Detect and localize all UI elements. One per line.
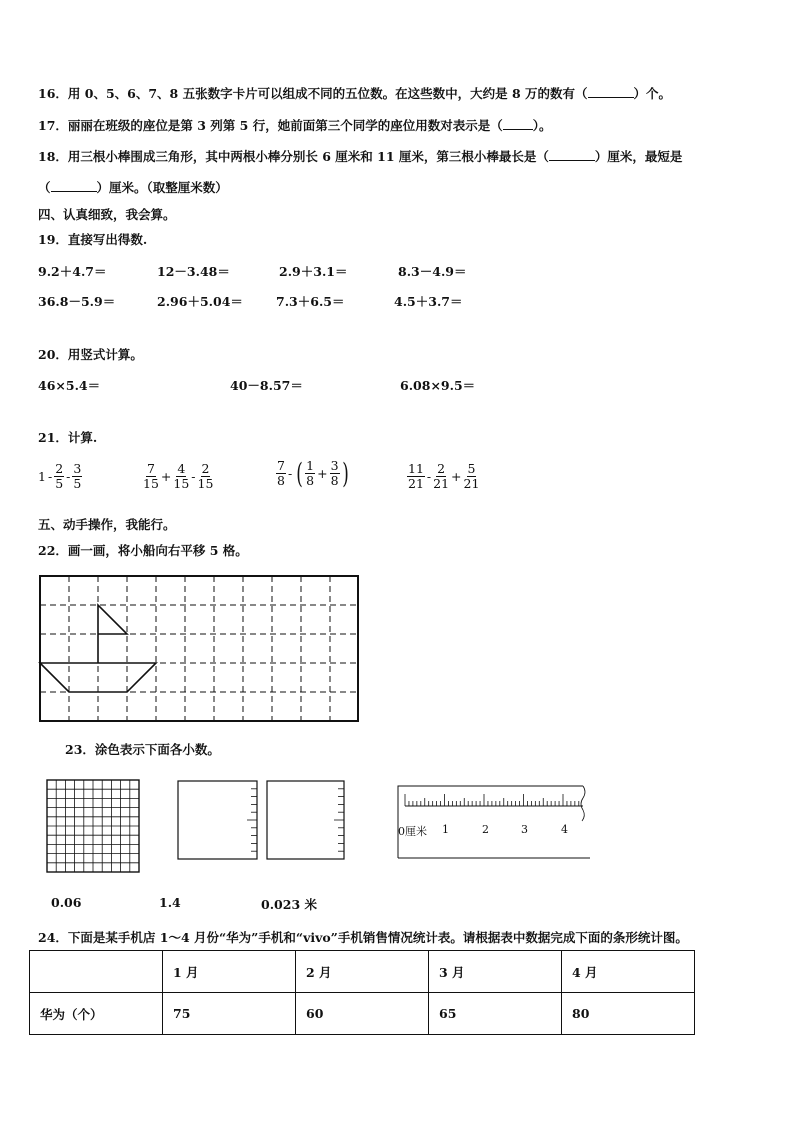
fraction: $\frac{4}{15}$	[173, 461, 190, 491]
answer-blank[interactable]	[503, 129, 533, 130]
table-header-cell: 2 月	[296, 951, 429, 993]
fraction: $\frac{3}{5}$	[73, 461, 82, 491]
ruler-tick-label: 2	[482, 823, 489, 836]
fraction: $\frac{7}{15}$	[143, 461, 159, 491]
table-header-cell: 4 月	[562, 951, 695, 993]
calc-item: 6.08×9.5＝	[400, 378, 476, 393]
decimal-label: 1.4	[159, 895, 181, 910]
boat-grid[interactable]	[38, 573, 362, 723]
calc-item: 9.2＋4.7＝	[38, 264, 107, 279]
fraction-expression: $\frac{7}{8}$ - ( $\frac{1}{8}$ + $\frac{3}{8}$ )	[277, 456, 349, 490]
answer-blank[interactable]	[549, 160, 595, 161]
ruler-tick-label: 4	[561, 823, 568, 836]
question-23-title: 23．涂色表示下面各小数。	[65, 742, 220, 757]
fraction-expression: 1 - $\frac{2}{5}$ - $\frac{3}{5}$	[38, 461, 82, 491]
table-header-row	[30, 951, 695, 993]
table-header-cell: 1 月	[163, 951, 296, 993]
table-cell: 75	[163, 993, 296, 1035]
hundred-grid[interactable]	[46, 779, 140, 873]
ruler-unit-label: 0厘米	[398, 825, 427, 838]
calc-item: 36.8－5.9＝	[38, 294, 116, 309]
calc-item: 8.3－4.9＝	[398, 264, 467, 279]
fraction-expression: $\frac{11}{21}$ - $\frac{2}{21}$ + $\frac{5}{21}$	[408, 461, 480, 491]
ruler-tick-label: 1	[442, 823, 449, 836]
answer-blank[interactable]	[588, 97, 634, 98]
table-row	[30, 993, 695, 1035]
calc-item: 12－3.48＝	[157, 264, 230, 279]
question-20-title: 20．用竖式计算。	[38, 347, 143, 362]
tenth-square-1[interactable]	[177, 780, 259, 860]
fraction: $\frac{2}{21}$	[433, 461, 450, 491]
fraction: $\frac{3}{8}$	[330, 458, 339, 488]
row-label: 华为（个）	[30, 993, 163, 1035]
fraction-expression: $\frac{7}{15}$ + $\frac{4}{15}$ - $\frac{2}{15}$	[143, 461, 214, 491]
calc-item: 7.3＋6.5＝	[276, 294, 345, 309]
calc-item: 4.5＋3.7＝	[394, 294, 463, 309]
fraction: $\frac{1}{8}$	[306, 458, 315, 488]
answer-blank[interactable]	[51, 191, 97, 192]
question-21-title: 21．计算.	[38, 430, 98, 445]
decimal-label: 0.023 米	[261, 897, 317, 912]
fraction: $\frac{11}{21}$	[408, 461, 424, 491]
calc-item: 46×5.4＝	[38, 378, 101, 393]
sales-table	[29, 950, 695, 1035]
table-header-cell: 3 月	[429, 951, 562, 993]
calc-item: 2.9＋3.1＝	[279, 264, 348, 279]
table-cell: 65	[429, 993, 562, 1035]
section-heading: 四、认真细致，我会算。	[38, 207, 176, 222]
section-heading: 五、动手操作，我能行。	[38, 517, 176, 532]
question-18-cont: （ ）厘米。（取整厘米数）	[38, 180, 228, 195]
fraction: $\frac{7}{8}$	[277, 458, 285, 488]
question-22-title: 22．画一画，将小船向右平移 5 格。	[38, 543, 248, 558]
calc-item: 40－8.57＝	[230, 378, 303, 393]
ruler-tick-label: 3	[521, 823, 528, 836]
fraction: $\frac{5}{21}$	[463, 461, 480, 491]
question-16: 16．用 0、5、6、7、8 五张数字卡片可以组成不同的五位数。在这些数中，大约是 8 万的数有（ ）个。	[38, 86, 672, 101]
question-17: 17．丽丽在班级的座位是第 3 列第 5 行，她前面第三个同学的座位用数对表示是（ ）。	[38, 118, 552, 133]
tenth-square-2[interactable]	[266, 780, 346, 860]
decimal-label: 0.06	[51, 895, 82, 910]
fraction: $\frac{2}{15}$	[197, 461, 214, 491]
fraction: $\frac{2}{5}$	[55, 461, 64, 491]
ruler[interactable]	[397, 784, 593, 860]
question-24-title: 24．下面是某手机店 1～4 月份“华为”手机和“vivo”手机销售情况统计表。请根据表中数据完成下面的条形统计图。	[38, 930, 688, 945]
table-cell: 80	[562, 993, 695, 1035]
table-cell: 60	[296, 993, 429, 1035]
question-19-title: 19．直接写出得数.	[38, 232, 148, 247]
question-18: 18．用三根小棒围成三角形，其中两根小棒分别长 6 厘米和 11 厘米，第三根小棒最长是（ ）厘米，最短是	[38, 149, 683, 164]
calc-item: 2.96＋5.04＝	[157, 294, 243, 309]
